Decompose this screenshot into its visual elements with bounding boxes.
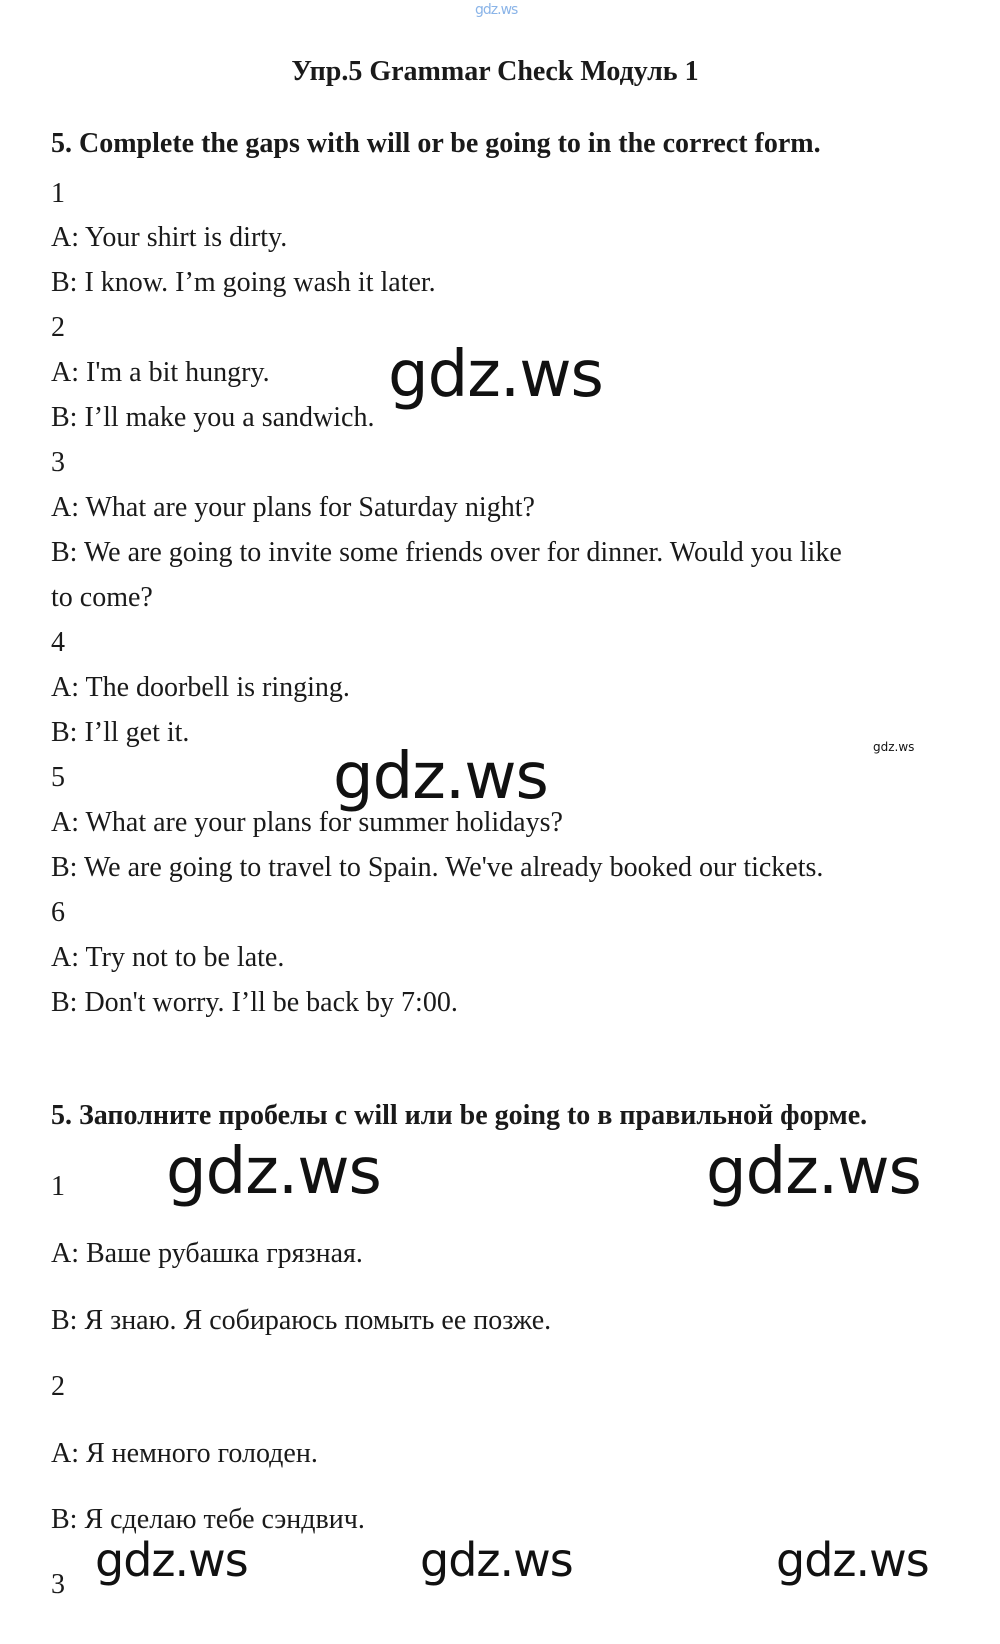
line-b: B: I’ll get it. bbox=[51, 717, 190, 748]
item-number: 2 bbox=[51, 312, 65, 343]
item-number: 6 bbox=[51, 897, 65, 928]
watermark: gdz.ws bbox=[95, 1533, 248, 1587]
watermark: gdz.ws bbox=[333, 740, 548, 814]
item-number: 2 bbox=[51, 1371, 65, 1402]
watermark: gdz.ws bbox=[706, 1135, 921, 1209]
watermark: gdz.ws bbox=[420, 1533, 573, 1587]
watermark: gdz.ws bbox=[776, 1533, 929, 1587]
english-heading: 5. Complete the gaps with will or be going to in the correct form. bbox=[51, 128, 821, 159]
line-a: A: I'm a bit hungry. bbox=[51, 357, 270, 388]
line-b-continued: to come? bbox=[51, 582, 153, 613]
line-b: B: I’ll make you a sandwich. bbox=[51, 402, 375, 433]
line-a: A: Your shirt is dirty. bbox=[51, 222, 288, 253]
item-number: 3 bbox=[51, 1569, 65, 1600]
line-b: B: I know. I’m going wash it later. bbox=[51, 267, 436, 298]
russian-heading: 5. Заполните пробелы с will или be going to в правильной форме. bbox=[51, 1100, 868, 1131]
watermark-top: gdz.ws bbox=[475, 2, 518, 18]
line-a: A: Ваше рубашка грязная. bbox=[51, 1238, 363, 1269]
line-b: B: Я сделаю тебе сэндвич. bbox=[51, 1504, 365, 1535]
line-a: A: Я немного голоден. bbox=[51, 1438, 318, 1469]
line-b: B: Я знаю. Я собираюсь помыть ее позже. bbox=[51, 1305, 552, 1336]
watermark: gdz.ws bbox=[388, 338, 603, 412]
watermark-small: gdz.ws bbox=[873, 740, 915, 754]
item-number: 1 bbox=[51, 1171, 65, 1202]
line-a: A: What are your plans for summer holidays? bbox=[51, 807, 563, 838]
item-number: 5 bbox=[51, 762, 65, 793]
line-a: A: The doorbell is ringing. bbox=[51, 672, 350, 703]
line-b: B: We are going to invite some friends over for dinner. Would you like bbox=[51, 537, 842, 568]
line-a: A: What are your plans for Saturday night? bbox=[51, 492, 535, 523]
watermark: gdz.ws bbox=[166, 1135, 381, 1209]
item-number: 1 bbox=[51, 178, 65, 209]
item-number: 3 bbox=[51, 447, 65, 478]
line-b: B: We are going to travel to Spain. We've already booked our tickets. bbox=[51, 852, 824, 883]
page-title: Упр.5 Grammar Check Модуль 1 bbox=[291, 56, 699, 87]
line-b: B: Don't worry. I’ll be back by 7:00. bbox=[51, 987, 458, 1018]
item-number: 4 bbox=[51, 627, 65, 658]
line-a: A: Try not to be late. bbox=[51, 942, 285, 973]
